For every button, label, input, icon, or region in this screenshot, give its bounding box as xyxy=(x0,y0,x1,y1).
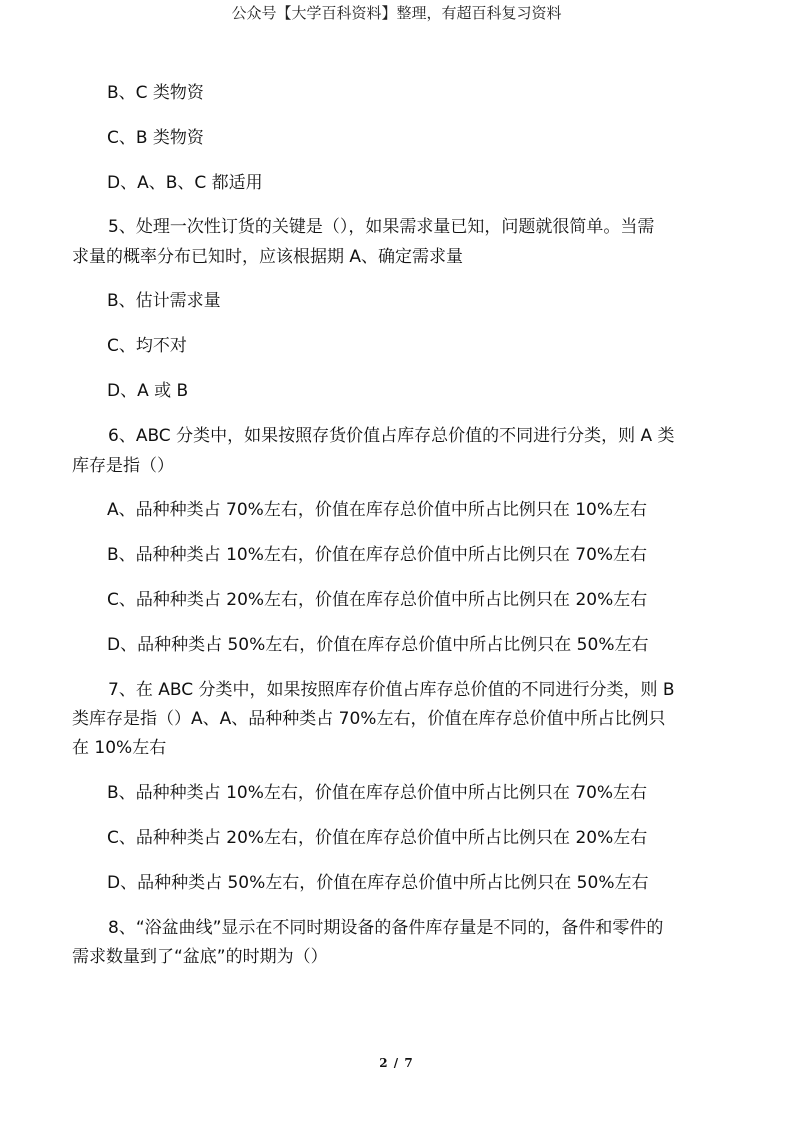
option-line: C、均不对 xyxy=(107,336,187,356)
question-7-line-3: 在 10%左右 xyxy=(72,738,167,758)
question-6-line-1: 6、ABC 分类中，如果按照存货价值占库存总价值的不同进行分类，则 A 类 xyxy=(108,426,675,446)
option-line: B、品种种类占 10%左右，价值在库存总价值中所占比例只在 70%左右 xyxy=(107,783,648,803)
option-line: B、C 类物资 xyxy=(107,83,204,103)
question-7-line-2: 类库存是指（）A、A、品种种类占 70%左右，价值在库存总价值中所占比例只 xyxy=(72,709,666,729)
option-line: D、A、B、C 都适用 xyxy=(107,173,263,193)
option-line: C、品种种类占 20%左右，价值在库存总价值中所占比例只在 20%左右 xyxy=(107,590,648,610)
option-line: B、估计需求量 xyxy=(107,291,221,311)
question-8-line-1: 8、“浴盆曲线”显示在不同时期设备的备件库存量是不同的，备件和零件的 xyxy=(108,918,664,938)
option-line: C、B 类物资 xyxy=(107,128,204,148)
option-line: D、品种种类占 50%左右，价值在库存总价值中所占比例只在 50%左右 xyxy=(107,873,649,893)
option-line: B、品种种类占 10%左右，价值在库存总价值中所占比例只在 70%左右 xyxy=(107,545,648,565)
option-line: A、品种种类占 70%左右，价值在库存总价值中所占比例只在 10%左右 xyxy=(107,500,648,520)
question-6-line-2: 库存是指（） xyxy=(72,456,174,476)
question-5-line-1: 5、处理一次性订货的关键是（），如果需求量已知，问题就很简单。当需 xyxy=(108,217,655,237)
question-7-line-1: 7、在 ABC 分类中，如果按照库存价值占库存总价值的不同进行分类，则 B xyxy=(108,680,675,700)
question-8-line-2: 需求数量到了“盆底”的时期为（） xyxy=(72,947,328,967)
page-number: 2 / 7 xyxy=(379,1056,414,1070)
option-line: D、品种种类占 50%左右，价值在库存总价值中所占比例只在 50%左右 xyxy=(107,635,649,655)
option-line: D、A 或 B xyxy=(107,381,189,401)
option-line: C、品种种类占 20%左右，价值在库存总价值中所占比例只在 20%左右 xyxy=(107,828,648,848)
page-header: 公众号【大学百科资料】整理，有超百科复习资料 xyxy=(231,4,562,22)
question-5-line-2: 求量的概率分布已知时，应该根据期 A、确定需求量 xyxy=(72,247,464,267)
